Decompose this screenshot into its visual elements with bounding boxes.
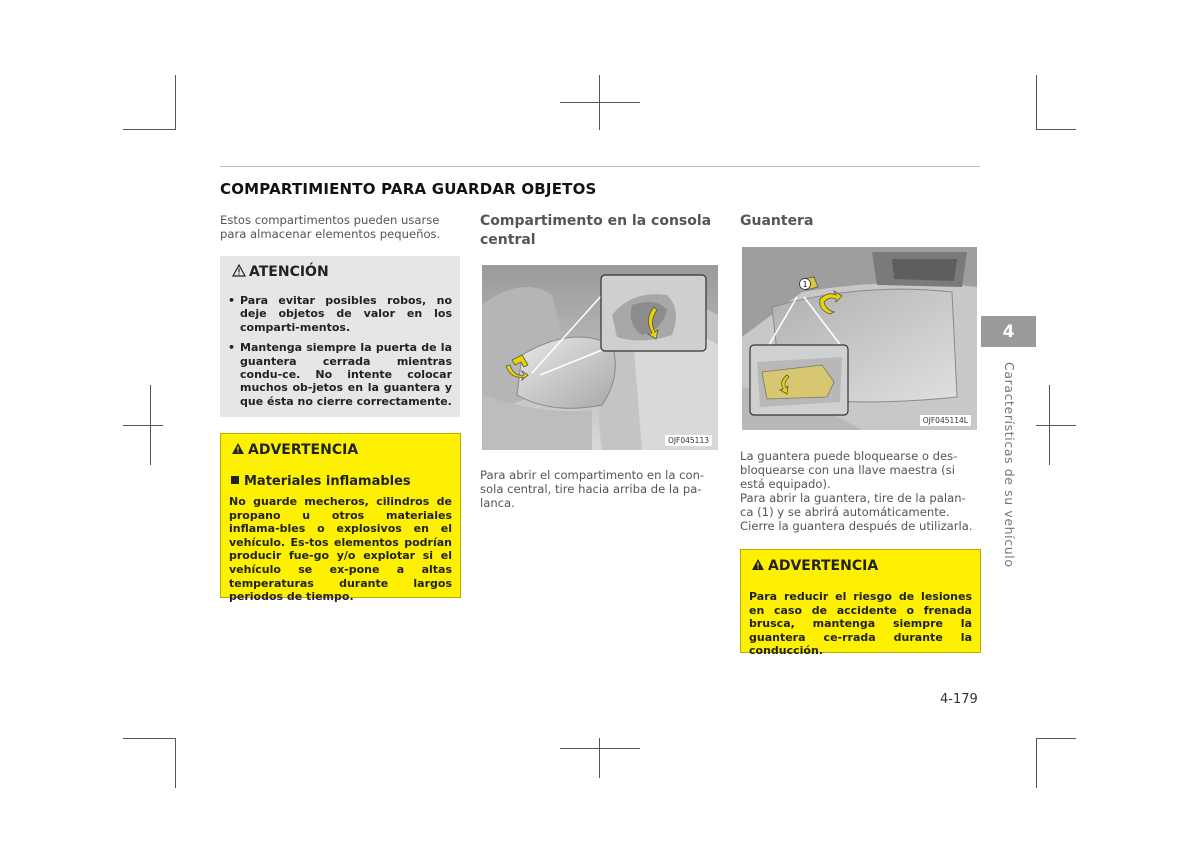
warning-box-flammables (220, 433, 461, 604)
chapter-tab: 4 (981, 316, 1036, 347)
glovebox-photo (742, 247, 977, 430)
glovebox-text-line: La guantera puede bloquearse o des- (740, 449, 958, 463)
glovebox-text-line: Cierre la guantera después de utilizarla. (740, 519, 973, 533)
console-image-code: OJF045113 (665, 435, 712, 446)
square-bullet-icon (231, 476, 239, 484)
console-text-line: sola central, tire hacia arriba de la pa- (480, 482, 702, 496)
glovebox-text-line: ca (1) y se abrirá automáticamente. (740, 505, 950, 519)
glovebox-text-line: está equipado). (740, 477, 831, 491)
warning-header (751, 558, 878, 574)
glovebox-callout: 1 (802, 280, 808, 289)
glovebox-illustration (742, 247, 977, 430)
attention-item: • Para evitar posibles robos, no deje objetos de valor en los comparti-mentos. (228, 294, 452, 334)
warning-icon (751, 558, 765, 571)
glovebox-text-line: Para abrir la guantera, tire de la palan- (740, 491, 966, 505)
top-rule (220, 166, 980, 167)
attention-box (220, 256, 460, 417)
console-text-line: Para abrir el compartimento en la con- (480, 468, 705, 482)
caution-icon (232, 264, 246, 277)
attention-header (232, 264, 329, 280)
warning-icon (231, 442, 245, 455)
warning-header (231, 442, 358, 458)
warning-text: No guarde mecheros, cilindros de propano u otros materiales inflama-bles o explosivos en el vehículo. Es-tos elementos podrían producir fue-go y/o explotar si el vehículo se ex-pone a altas temperaturas durante largos periodos de tiempo. (229, 495, 452, 604)
console-text (480, 468, 720, 510)
glovebox-text-line: bloquearse con una llave maestra (si (740, 463, 955, 477)
intro-line: Estos compartimentos pueden usarse (220, 213, 440, 227)
console-photo (482, 265, 718, 450)
attention-list (228, 294, 452, 415)
console-text-line: lanca. (480, 496, 515, 510)
warning-title: ADVERTENCIA (768, 558, 879, 574)
warning-title: ADVERTENCIA (248, 442, 359, 458)
console-heading-line: Compartimento en la consola (480, 213, 712, 229)
attention-item: • Mantenga siempre la puerta de la guantera cerrada mientras condu-ce. No intente colocar muchos ob-jetos en la guantera y que ésta no cierre correctamente. (228, 341, 452, 408)
console-illustration (482, 265, 718, 450)
section-title: COMPARTIMIENTO PARA GUARDAR OBJETOS (220, 180, 597, 198)
warning-subtitle-text: Materiales inflamables (244, 474, 411, 489)
glovebox-image-code: OJF045114L (920, 415, 971, 426)
intro-line: para almacenar elementos pequeños. (220, 227, 441, 241)
glovebox-heading: Guantera (740, 213, 814, 229)
intro-text (220, 213, 460, 241)
attention-title: ATENCIÓN (249, 264, 329, 280)
warning-subtitle (231, 474, 411, 489)
warning-box-glovebox (740, 549, 981, 658)
glovebox-text (740, 449, 980, 533)
console-heading (480, 212, 720, 250)
console-heading-line: central (480, 232, 536, 248)
warning-text: Para reducir el riesgo de lesiones en caso de accidente o frenada brusca, mantenga siempre la guantera ce-rrada durante la conducción. (749, 590, 972, 658)
page-number: 4-179 (940, 692, 978, 707)
chapter-label: Características de su vehículo (1002, 362, 1017, 568)
